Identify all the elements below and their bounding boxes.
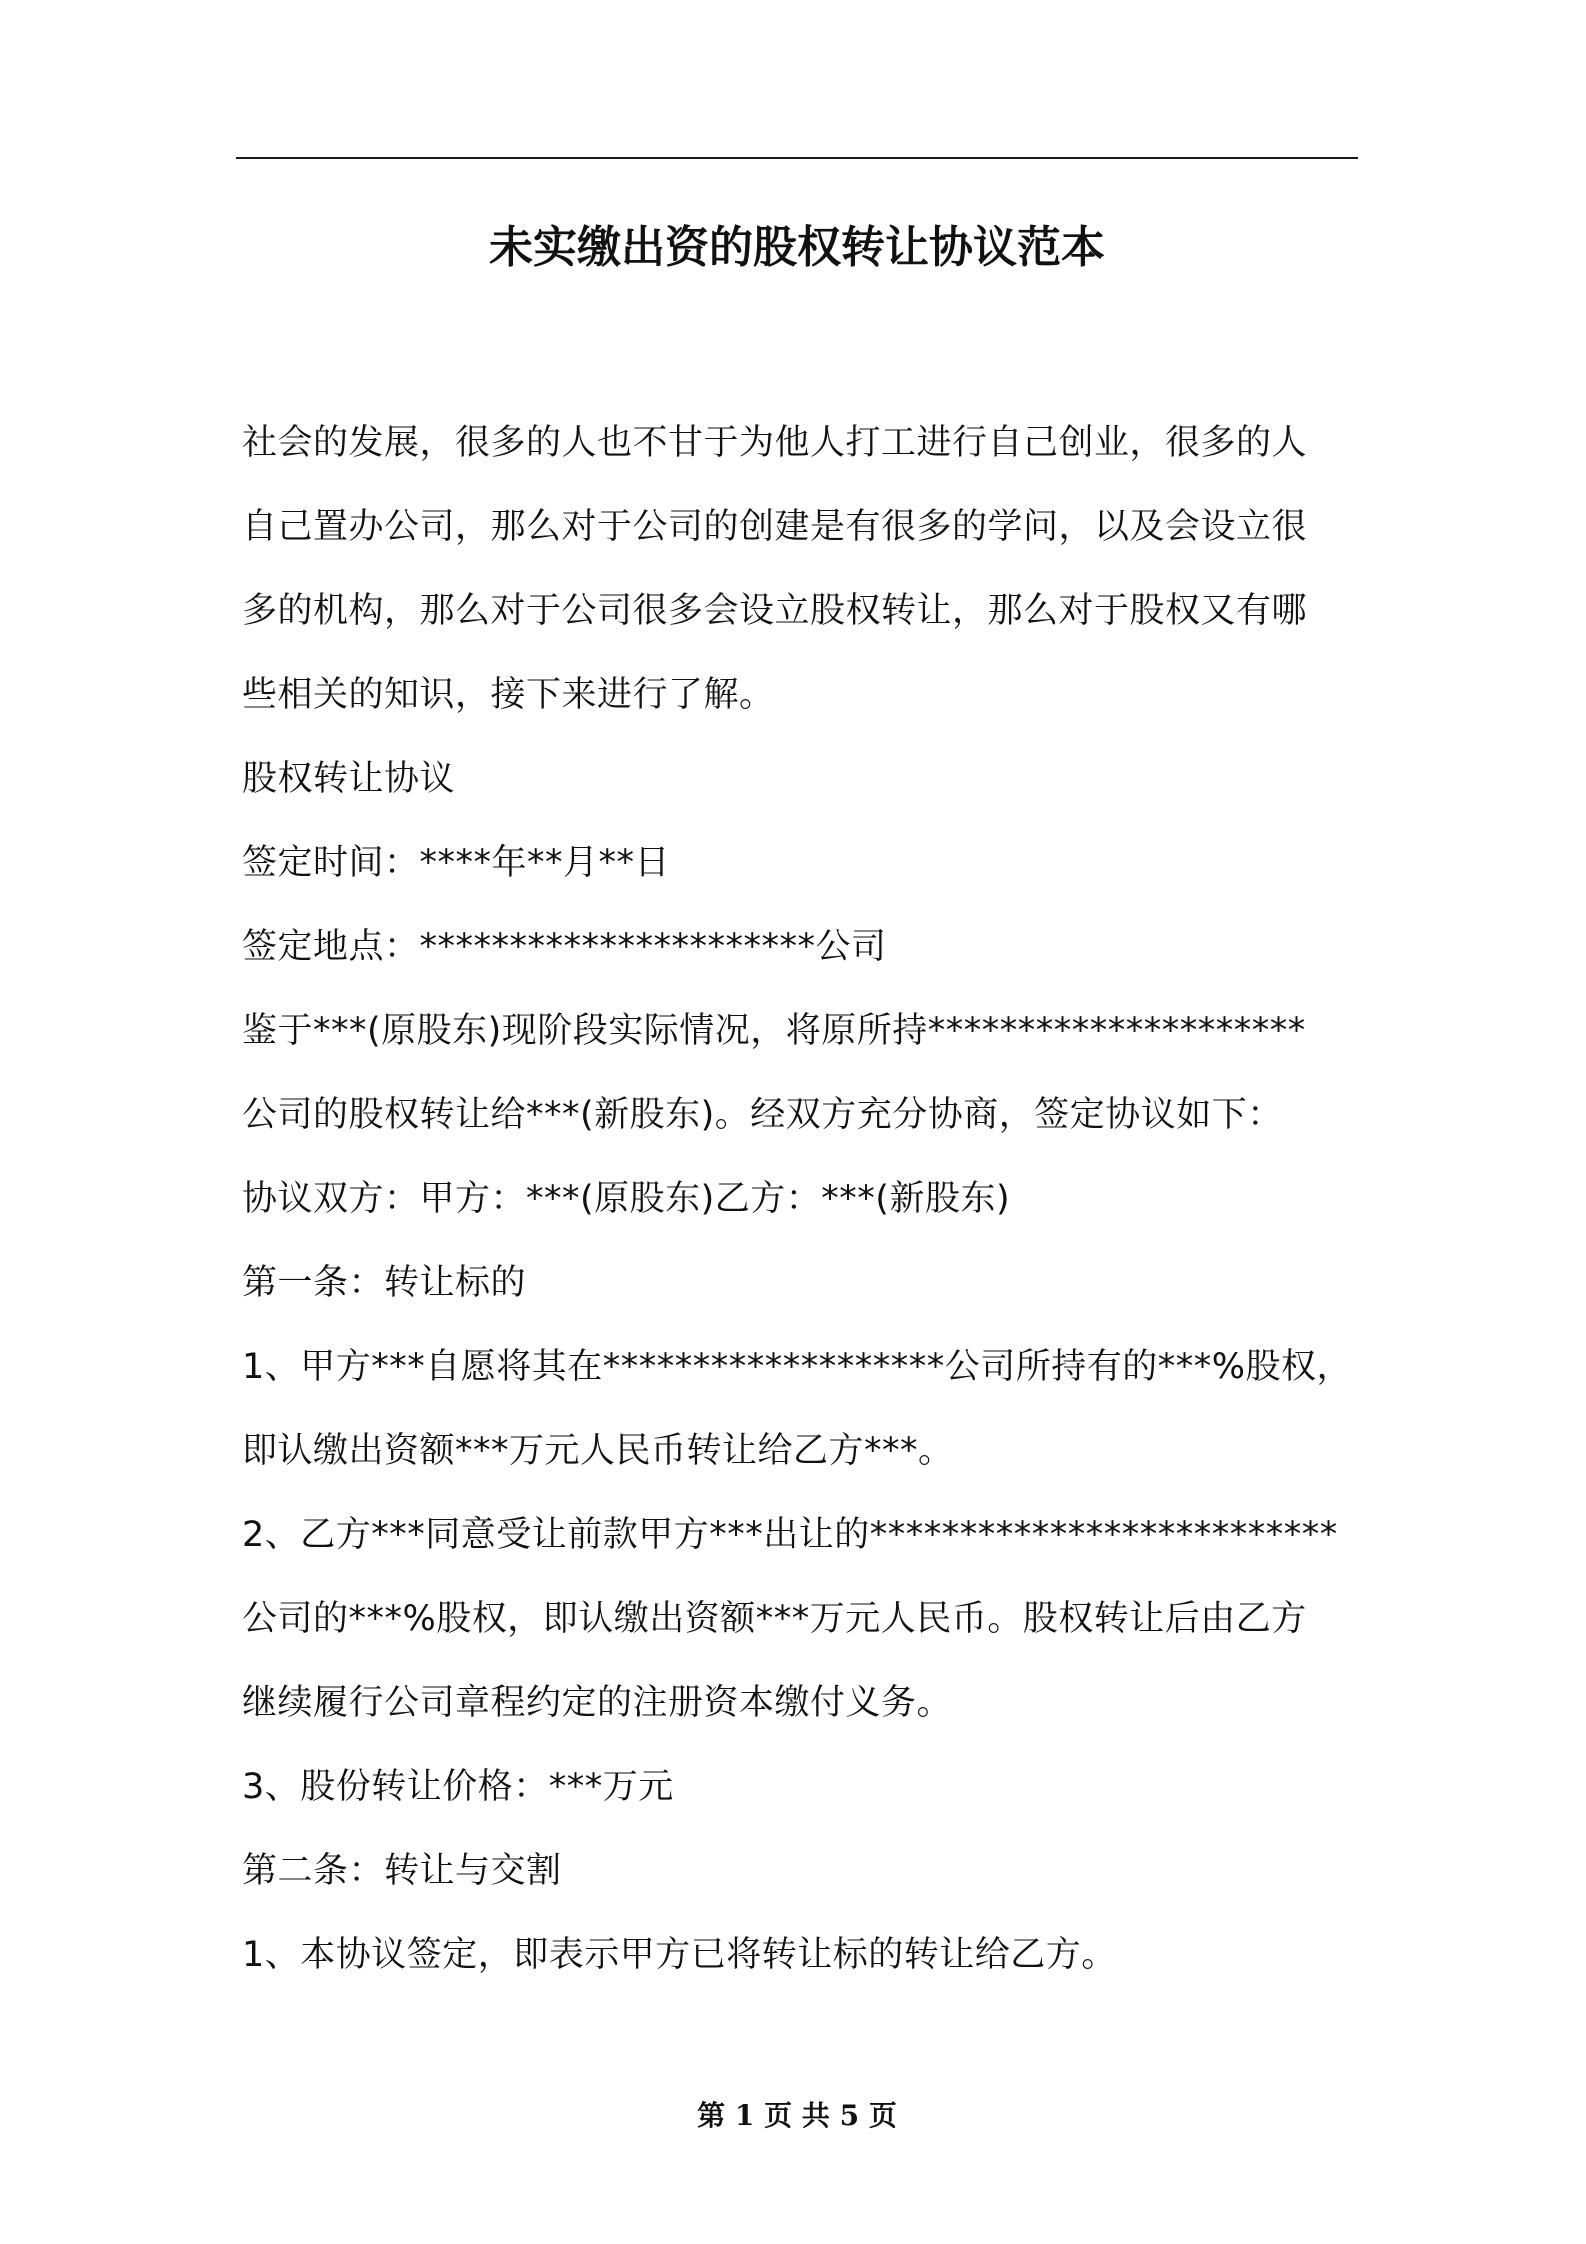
body-line: 2、乙方***同意受让前款甲方***出让的************************** [242,1515,1338,1555]
body-line: 签定时间：****年**月**日 [242,843,671,883]
document-body [242,401,1382,1997]
body-line: 继续履行公司章程约定的注册资本缴付义务。 [242,1683,953,1723]
body-line: 1、本协议签定，即表示甲方已将转让标的转让给乙方。 [242,1935,1117,1975]
body-line: 签定地点：**********************公司 [242,927,887,967]
body-line: 社会的发展，很多的人也不甘于为他人打工进行自己创业，很多的人 [242,423,1308,463]
body-line: 即认缴出资额***万元人民币转让给乙方***。 [242,1431,954,1471]
page-number-footer: 第 1 页 共 5 页 [697,2099,897,2132]
header-divider [236,157,1358,159]
article-heading: 第一条：转让标的 [242,1263,527,1303]
body-line: 自己置办公司，那么对于公司的创建是有很多的学问，以及会设立很 [242,507,1308,547]
body-line: 协议双方：甲方：***(原股东)乙方：***(新股东) [242,1179,1011,1219]
section-heading: 股权转让协议 [242,759,456,799]
article-heading: 第二条：转让与交割 [242,1851,562,1891]
body-line: 些相关的知识，接下来进行了解。 [242,675,775,715]
body-line: 鉴于***(原股东)现阶段实际情况，将原所持********************* [242,1011,1306,1051]
body-line: 3、股份转让价格：***万元 [242,1767,674,1807]
body-line: 1、甲方***自愿将其在*******************公司所持有的***%股权， [242,1347,1353,1387]
document-title: 未实缴出资的股权转让协议范本 [489,222,1105,273]
body-line: 公司的***%股权，即认缴出资额***万元人民币。股权转让后由乙方 [242,1599,1307,1639]
body-line: 公司的股权转让给***(新股东)。经双方充分协商，签定协议如下： [242,1095,1283,1135]
body-line: 多的机构，那么对于公司很多会设立股权转让，那么对于股权又有哪 [242,591,1308,631]
